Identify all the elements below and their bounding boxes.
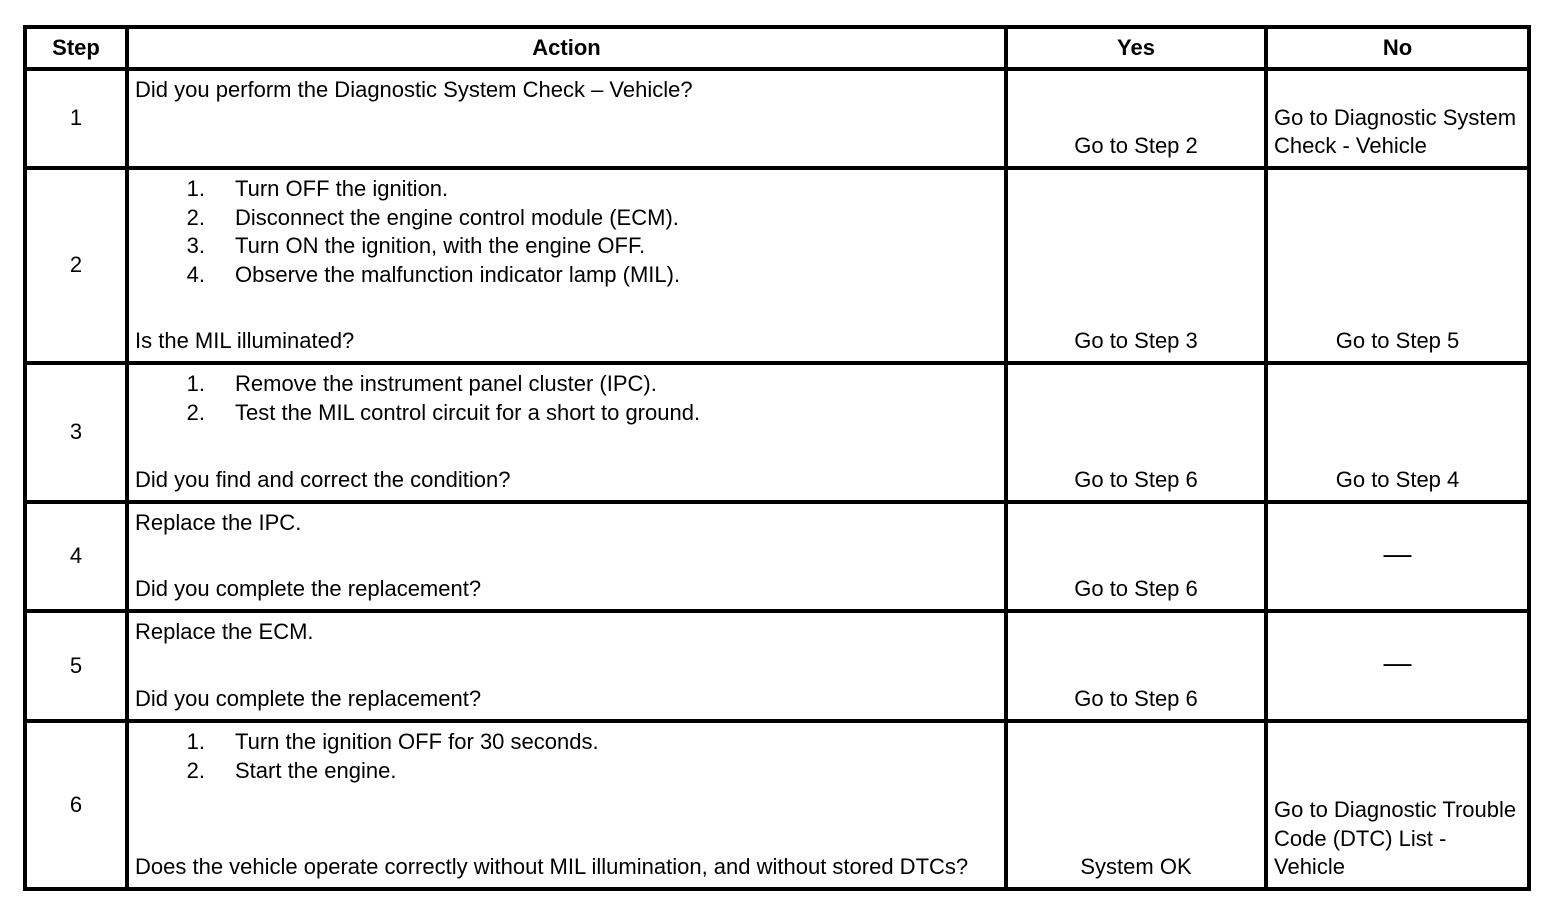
step-number: 3: [25, 363, 127, 502]
no-cell: Go to Step 5: [1266, 168, 1529, 363]
action-cell: [127, 168, 1006, 363]
action-question: Did you find and correct the condition?: [135, 467, 511, 493]
step-number: 4: [25, 502, 127, 611]
table-row-step-2: [25, 168, 1529, 363]
action-lead: Replace the IPC.: [135, 510, 302, 535]
action-question: Did you complete the replacement?: [135, 576, 482, 602]
action-question: Is the MIL illuminated?: [135, 328, 355, 354]
step-number: 5: [25, 611, 127, 721]
yes-cell: Go to Step 6: [1006, 611, 1266, 721]
list-item: 1. Turn the ignition OFF for 30 seconds.: [186, 729, 599, 754]
no-cell: —: [1266, 611, 1529, 721]
action-cell: [127, 721, 1006, 889]
header-yes: Yes: [1006, 27, 1266, 69]
yes-cell: System OK: [1006, 721, 1266, 889]
table-row-step-1: [25, 69, 1529, 168]
action-question: Did you perform the Diagnostic System Check – Vehicle?: [135, 77, 693, 102]
no-cell: Go to Diagnostic Trouble Code (DTC) List - Vehicle: [1266, 721, 1529, 889]
no-cell: —: [1266, 502, 1529, 611]
list-item: 1. Turn OFF the ignition.: [186, 176, 449, 201]
header-action: Action: [127, 27, 1006, 69]
action-steps-list: [135, 175, 998, 289]
diagnostic-table: [23, 25, 1531, 891]
list-item: 1. Remove the instrument panel cluster (IPC).: [186, 371, 657, 396]
no-cell: Go to Step 4: [1266, 363, 1529, 502]
step-number: 1: [25, 69, 127, 168]
no-cell: Go to Diagnostic System Check - Vehicle: [1266, 69, 1529, 168]
action-steps-list: [135, 370, 998, 427]
yes-cell: Go to Step 6: [1006, 363, 1266, 502]
step-number: 2: [25, 168, 127, 363]
step-number: 6: [25, 721, 127, 889]
header-no: No: [1266, 27, 1529, 69]
table-row-step-4: [25, 502, 1529, 611]
list-item: 2. Start the engine.: [186, 757, 397, 783]
action-lead: Replace the ECM.: [135, 619, 314, 644]
action-steps-list: [135, 728, 998, 785]
action-cell: [127, 611, 1006, 721]
table-header-row: [25, 27, 1529, 69]
yes-cell: Go to Step 6: [1006, 502, 1266, 611]
table-row-step-3: [25, 363, 1529, 502]
list-item: 2. Test the MIL control circuit for a short to ground.: [186, 399, 701, 425]
action-cell: [127, 69, 1006, 168]
action-question: Does the vehicle operate correctly without MIL illumination, and without stored DTCs?: [135, 854, 969, 880]
action-cell: [127, 502, 1006, 611]
list-item: 3. Turn ON the ignition, with the engine OFF.: [186, 233, 646, 259]
list-item: 2. Disconnect the engine control module (ECM).: [186, 204, 679, 230]
header-step: Step: [25, 27, 127, 69]
table-row-step-6: [25, 721, 1529, 889]
list-item: 4. Observe the malfunction indicator lamp (MIL).: [186, 261, 681, 287]
action-question: Did you complete the replacement?: [135, 686, 482, 712]
action-cell: [127, 363, 1006, 502]
yes-cell: Go to Step 2: [1006, 69, 1266, 168]
yes-cell: Go to Step 3: [1006, 168, 1266, 363]
table-row-step-5: [25, 611, 1529, 721]
